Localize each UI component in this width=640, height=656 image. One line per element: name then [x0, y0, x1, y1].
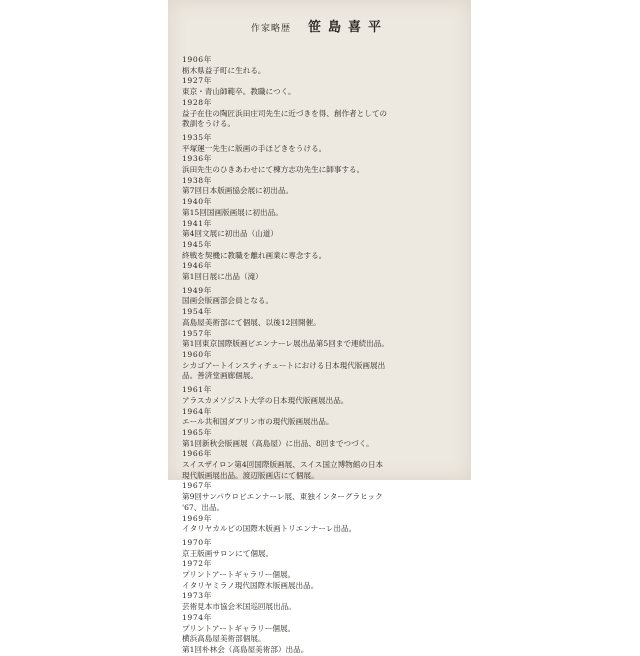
- entry-year: 1927年: [182, 76, 212, 86]
- entry-line: 第1回朴林会（高島屋美術部）出品。: [182, 644, 309, 654]
- document-heading: [168, 16, 471, 35]
- entry-text: [182, 339, 467, 350]
- entry-text: [182, 570, 467, 591]
- entry-year: 1946年: [182, 261, 212, 271]
- entry-year: 1957年: [182, 328, 212, 338]
- entry-line: イタリヤミラノ現代国際木版画展出品。: [182, 580, 319, 590]
- entry-text: [182, 165, 467, 176]
- entry-text: [182, 460, 467, 481]
- entry-line: 平塚運一先生に版画の手ほどきをうける。: [182, 143, 327, 153]
- entry-text: [182, 602, 467, 613]
- entry-text: [182, 229, 467, 240]
- timeline-entry: [182, 76, 467, 97]
- timeline-entry: [182, 197, 467, 218]
- heading-label: 作家略歴: [250, 24, 291, 34]
- artist-name: 笹島喜平: [308, 20, 389, 35]
- entry-text: [182, 361, 467, 382]
- entry-line: スイスザイロン第4回国際版画展、スイス国立博物館の日本: [182, 460, 384, 470]
- entry-year: 1970年: [182, 537, 212, 547]
- entry-year: 1969年: [182, 513, 212, 523]
- entry-line: 芸術見本市協会米国巡回展出品。: [182, 602, 296, 612]
- timeline-entry: [182, 514, 467, 535]
- entry-year: 1973年: [182, 591, 212, 601]
- entry-line: プリントアートギャラリー個展。: [182, 623, 296, 633]
- entry-line: プリントアートギャラリー個展。: [182, 570, 296, 580]
- timeline-entry: [182, 428, 467, 449]
- timeline-entry: [182, 307, 467, 328]
- entry-text: [182, 109, 467, 130]
- entry-line: 益子在住の陶匠浜田庄司先生に近づきを得、創作者としての: [182, 108, 388, 118]
- timeline-entry: [182, 98, 467, 130]
- entry-line: 東京・青山師範卒。教職につく。: [182, 87, 296, 97]
- entry-line: 国画会版画部会員となる。: [182, 296, 274, 306]
- entry-line: 第1回東京国際版画ビエンナーレ展出品第5回まで連続出品。: [182, 339, 389, 349]
- entry-line: イタリヤカルピの国際木版画トリエンナーレ出品。: [182, 524, 357, 534]
- entry-line: 第1回新秋会版画展（高島屋）に出品、8回までつづく。: [182, 438, 374, 448]
- entry-line: 教訓をうける。: [182, 119, 236, 129]
- entry-line: 高島屋美術部にて個展、以後12回開催。: [182, 317, 321, 327]
- entry-text: [182, 144, 467, 155]
- entry-text: [182, 439, 467, 450]
- entry-line: 第15回国画版画展に初出品。: [182, 207, 283, 217]
- entry-year: 1954年: [182, 307, 212, 317]
- entry-year: 1967年: [182, 481, 212, 491]
- timeline-entry: [182, 240, 467, 261]
- entry-line: 第1回日展に出品（滝）: [182, 272, 263, 282]
- entry-year: 1965年: [182, 427, 212, 437]
- entry-line: 品。善済堂画廊個展。: [182, 371, 258, 381]
- entry-text: [182, 396, 467, 407]
- timeline-entry: [182, 219, 467, 240]
- entry-year: 1960年: [182, 349, 212, 359]
- timeline-entry: [182, 385, 467, 406]
- entry-line: アラスカメソジスト大学の日本現代版画展出品。: [182, 395, 349, 405]
- entry-text: [182, 87, 467, 98]
- entry-year: 1940年: [182, 197, 212, 207]
- entry-line: エール共和国ダブリン市の現代版画展出品。: [182, 417, 334, 427]
- timeline-entry: [182, 559, 467, 591]
- entry-line: 栃木県益子町に生れる。: [182, 65, 266, 75]
- entry-year: 1945年: [182, 239, 212, 249]
- biography-card: [168, 0, 471, 654]
- entry-text: [182, 66, 467, 77]
- timeline-entry: [182, 261, 467, 282]
- entry-text: [182, 186, 467, 197]
- entry-text: [182, 208, 467, 219]
- entry-text: [182, 624, 467, 656]
- timeline-entry: [182, 133, 467, 154]
- entry-year: 1961年: [182, 385, 212, 395]
- timeline-entry: [182, 55, 467, 76]
- entry-year: 1941年: [182, 218, 212, 228]
- entry-line: 第9回サンパウロビエンナーレ展、東独インターグラヒック: [182, 492, 383, 502]
- timeline-entry: [182, 538, 467, 559]
- entry-text: [182, 549, 467, 560]
- entry-text: [182, 417, 467, 428]
- timeline-entry: [182, 350, 467, 382]
- entry-year: 1906年: [182, 55, 212, 64]
- entry-year: 1935年: [182, 132, 212, 142]
- entry-line: 横浜高島屋美術部個展。: [182, 634, 266, 644]
- entry-line: '67、出品。: [182, 502, 225, 512]
- entry-line: 終戦を契機に教職を離れ画業に専念する。: [182, 250, 327, 260]
- entry-text: [182, 492, 467, 513]
- entry-line: 浜田先生のひきあわせにて棟方志功先生に師事する。: [182, 165, 365, 175]
- timeline-entry: [182, 591, 467, 612]
- entry-year: 1936年: [182, 154, 212, 164]
- entry-text: [182, 296, 467, 307]
- entry-text: [182, 524, 467, 535]
- entry-year: 1966年: [182, 449, 212, 459]
- timeline-entry: [182, 154, 467, 175]
- entry-line: 第7回日本版画協会展に初出品。: [182, 186, 294, 196]
- timeline-entry: [182, 449, 467, 481]
- timeline-entry: [182, 613, 467, 656]
- entry-line: 京王版画サロンにて個展。: [182, 548, 274, 558]
- entry-year: 1928年: [182, 97, 212, 107]
- entry-line: 第4回文展に初出品（山道）: [182, 229, 278, 239]
- entry-year: 1964年: [182, 406, 212, 416]
- entry-text: [182, 251, 467, 262]
- entry-year: 1938年: [182, 175, 212, 185]
- entry-text: [182, 272, 467, 283]
- entry-year: 1949年: [182, 285, 212, 295]
- entry-line: シカゴアートインスティチュートにおける日本現代版画展出: [182, 360, 386, 370]
- timeline-entry: [182, 176, 467, 197]
- timeline-list: [182, 55, 467, 656]
- timeline-entry: [182, 329, 467, 350]
- entry-year: 1972年: [182, 559, 212, 569]
- entry-text: [182, 318, 467, 329]
- entry-year: 1974年: [182, 612, 212, 622]
- entry-line: 現代版画展出品。渡辺版画店にて個展。: [182, 470, 319, 480]
- timeline-entry: [182, 407, 467, 428]
- timeline-entry: [182, 481, 467, 513]
- timeline-entry: [182, 286, 467, 307]
